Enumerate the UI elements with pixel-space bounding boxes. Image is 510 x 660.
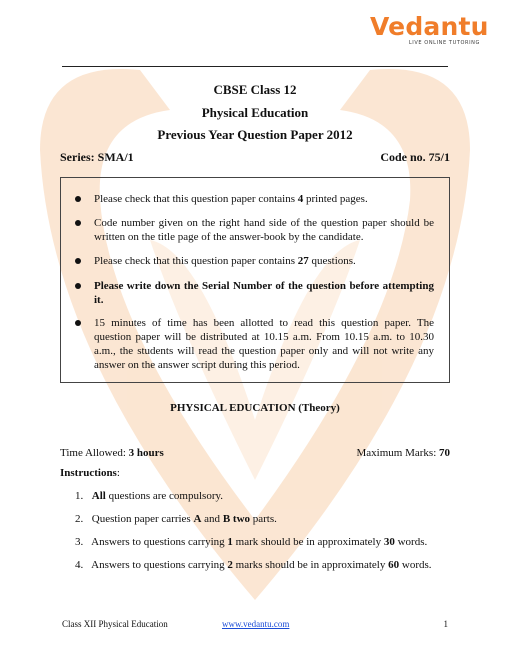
maximum-marks: Maximum Marks: 70 xyxy=(356,447,450,459)
bullet-icon xyxy=(75,320,81,326)
title-class: CBSE Class 12 xyxy=(213,82,297,97)
page-number: 1 xyxy=(443,619,448,629)
time-allowed: Time Allowed: 3 hours xyxy=(60,447,164,459)
section-heading: PHYSICAL EDUCATION (Theory) xyxy=(170,402,340,414)
series-label: Series: SMA/1 xyxy=(60,150,134,164)
logo-tagline: LIVE ONLINE TUTORING xyxy=(408,40,480,46)
notice-item: Please check that this question paper contains 4 printed pages. xyxy=(78,192,434,206)
instruction-item: 2. Question paper carries A and B two parts. xyxy=(75,513,277,525)
header-divider xyxy=(62,66,448,67)
notice-box xyxy=(60,177,450,383)
title-paper: Previous Year Question Paper 2012 xyxy=(157,127,353,142)
notice-item: Please check that this question paper contains 27 questions. xyxy=(78,254,434,268)
instruction-item: 1. All questions are compulsory. xyxy=(75,490,224,502)
notice-item: Please write down the Serial Number of the question before attempting it. xyxy=(78,279,434,307)
footer-course: Class XII Physical Education xyxy=(62,619,168,629)
notice-item: 15 minutes of time has been allotted to read this question paper. The question paper will be distributed at 10.15 a.m. From 10.15 a.m. to 10.30 a.m., the students will read the question paper only and will not write any answer on the answer script during this period. xyxy=(78,316,434,372)
bullet-icon xyxy=(75,258,81,264)
bullet-icon xyxy=(75,196,81,202)
instruction-item: 3. Answers to questions carrying 1 mark should be in approximately 30 words. xyxy=(75,536,428,548)
bullet-icon xyxy=(75,283,81,289)
footer-website-link[interactable]: www.vedantu.com xyxy=(222,619,290,629)
code-number: Code no. 75/1 xyxy=(380,150,450,164)
logo-wordmark: Vedantu xyxy=(370,12,489,41)
notice-item: Code number given on the right hand side of the question paper should be written on the title page of the answer-book by the candidate. xyxy=(78,216,434,244)
instruction-item: 4. Answers to questions carrying 2 marks should be in approximately 60 words. xyxy=(75,559,432,571)
bullet-icon xyxy=(75,220,81,226)
instructions-heading: Instructions: xyxy=(60,467,120,479)
title-subject: Physical Education xyxy=(201,105,309,120)
vedantu-logo[interactable] xyxy=(370,12,489,46)
